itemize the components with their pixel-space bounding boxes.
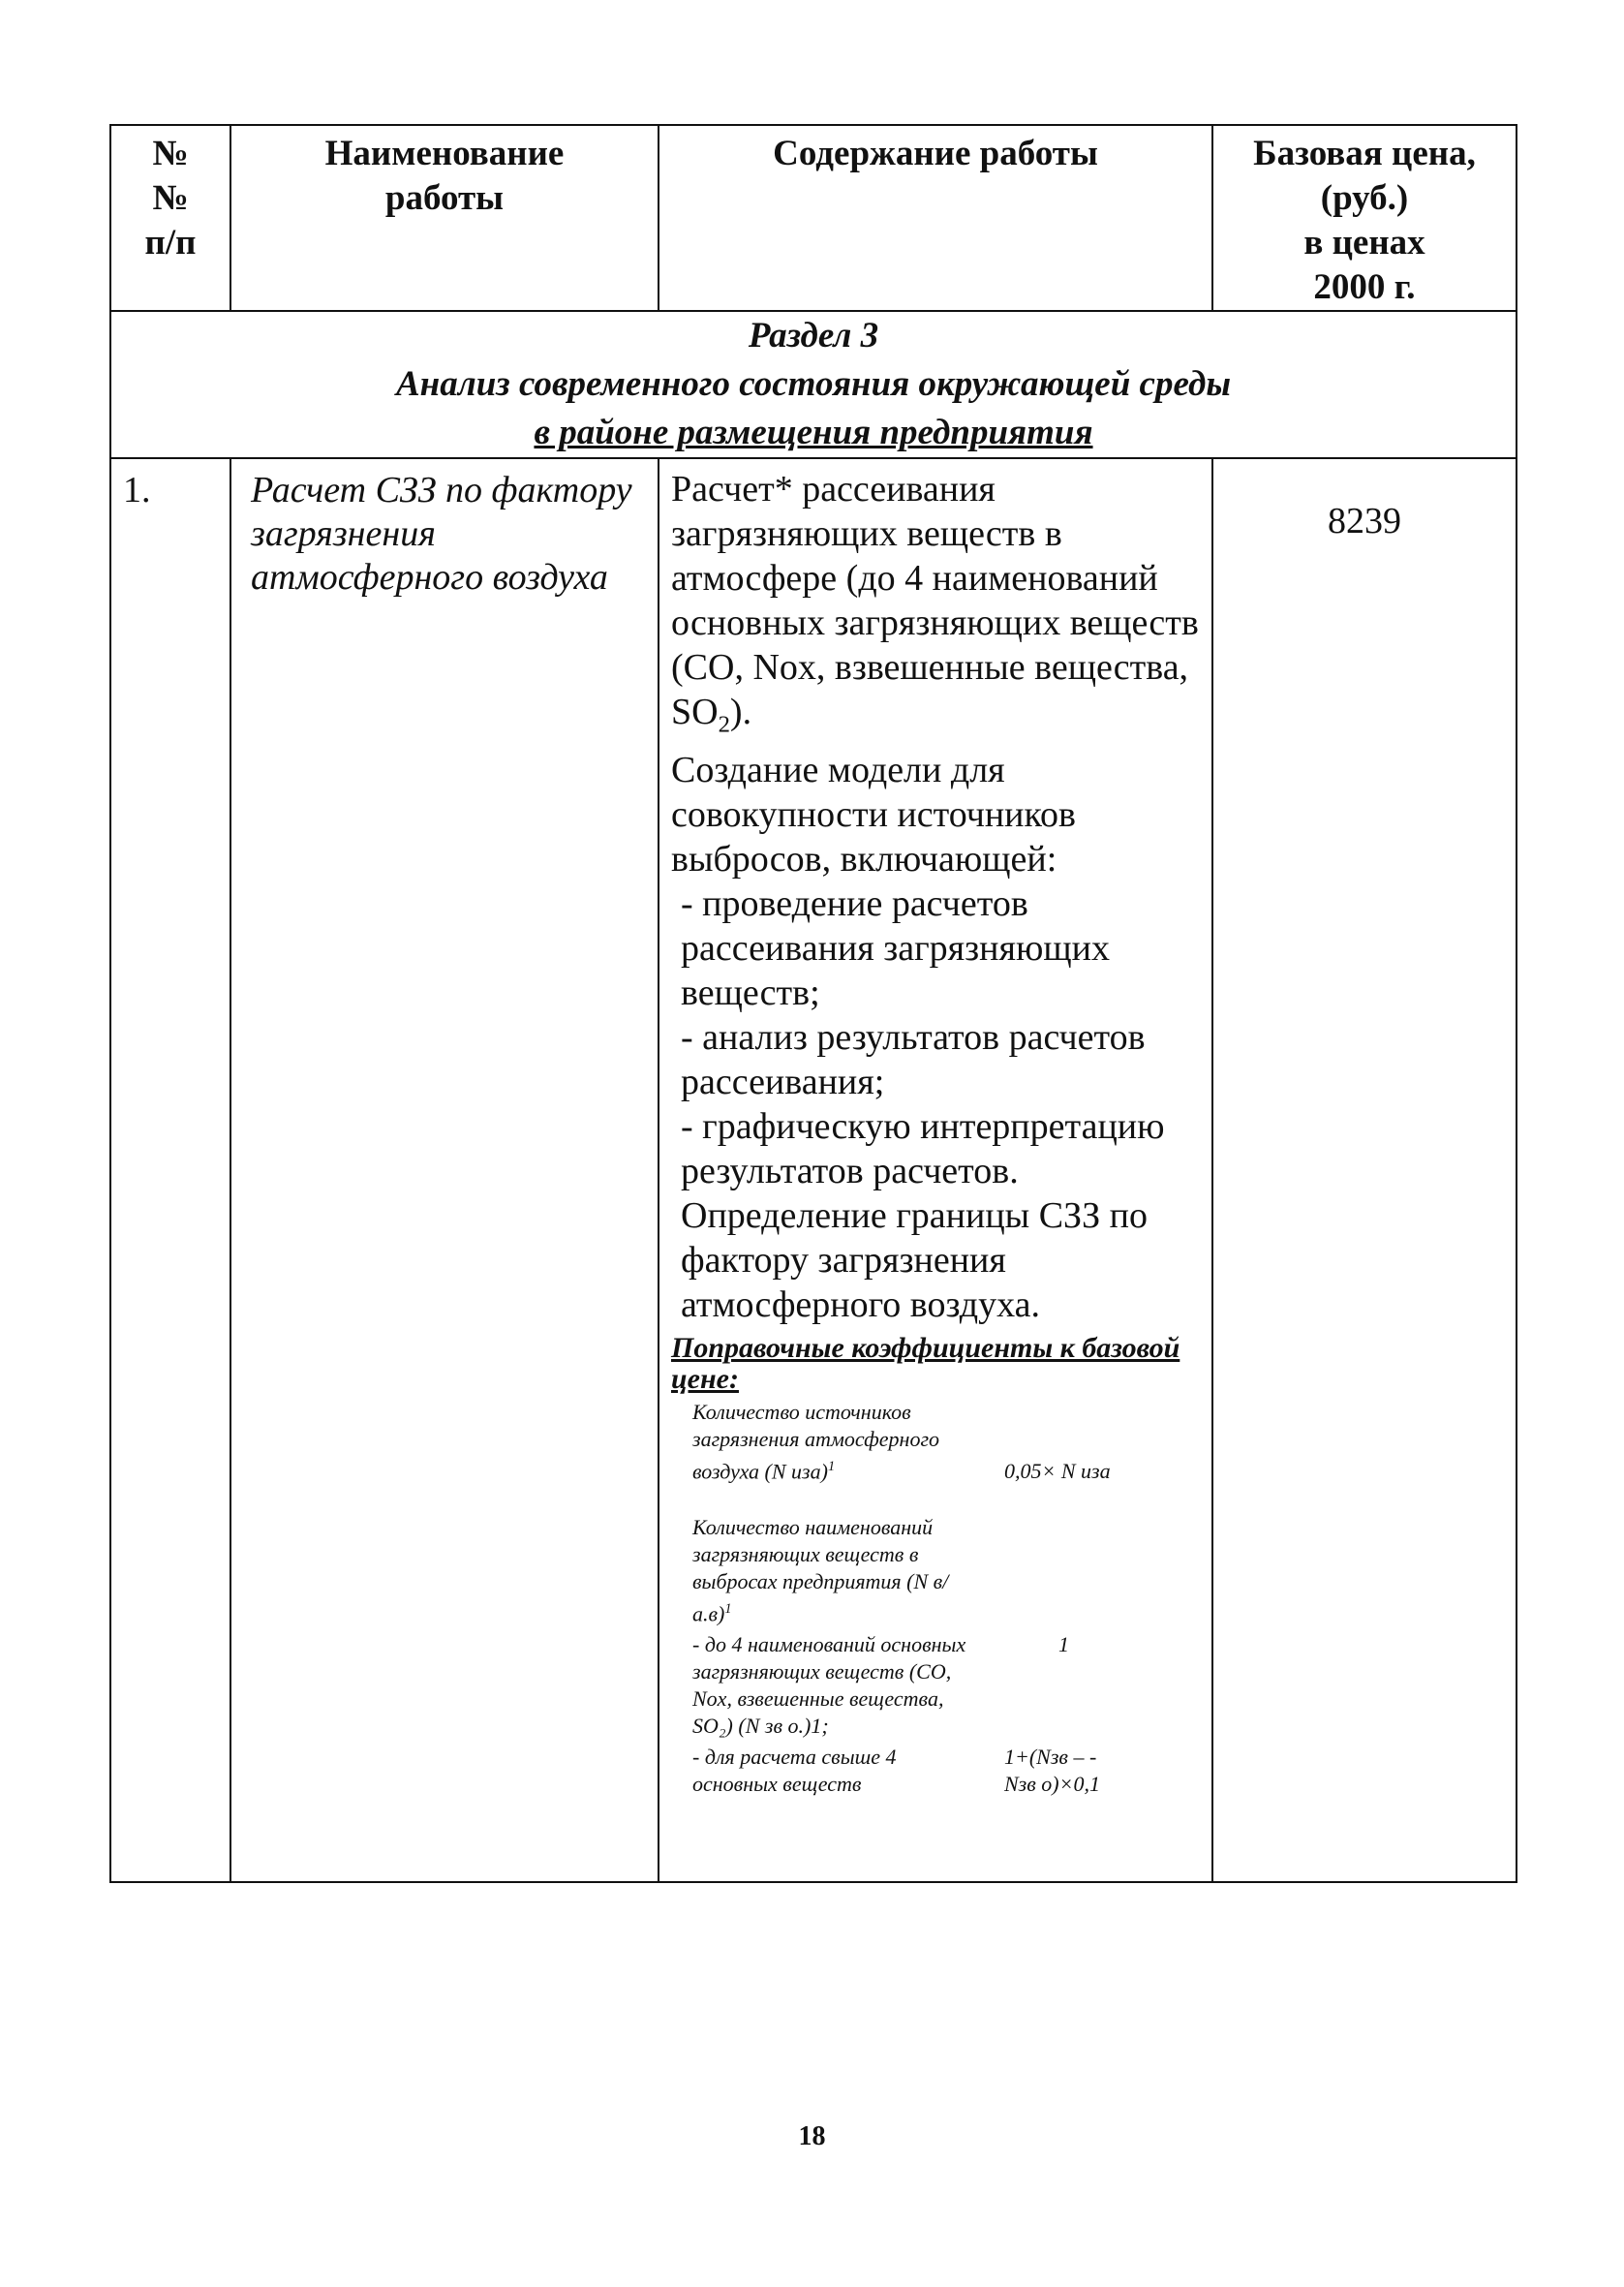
coef1-value: 0,05× N иза [1004,1458,1111,1483]
coef2-label: Количество наименований загрязняющих веществ в выбросах предприятия (N в/а.в) [692,1514,949,1626]
section-row [110,311,1517,458]
header-price-line1: Базовая цена, [1253,134,1476,173]
section-cell [110,311,1517,458]
coef2-sup: 1 [724,1600,732,1617]
table-row [110,458,1517,1882]
page-number: 18 [798,2121,826,2151]
content-paragraph-4: - анализ результатов расчетов рассеивания; [681,1016,1146,1102]
coef1-sup: 1 [827,1458,836,1474]
section-title: Раздел 3 [748,316,879,355]
coef2b-value: 1+(Nзв – - Nзв о)×0,1 [1004,1745,1100,1797]
table-header-row [110,125,1517,311]
coef2a-value: 1 [1058,1632,1069,1657]
header-price [1212,125,1517,311]
coef-row-1 [671,1399,1200,1485]
content-paragraph-1: Расчет* рассеивания загрязняющих веществ в атмосфере (до 4 наименований основных загрязняющих веществ (СО, Nox, взвешенные вещества, $SO_2$). [671,469,1199,738]
header-price-line2: (руб.) [1320,178,1409,218]
row-num: 1. [110,458,230,1882]
header-price-line3: в ценах [1303,223,1425,263]
row-name: Расчет СЗЗ по фактору загрязнения атмосферного воздуха [230,458,659,1882]
content-paragraph-2: Создание модели для совокупности источников выбросов, включающей: [671,749,1076,880]
header-price-line4: 2000 г. [1313,267,1416,307]
row-price: 8239 [1212,458,1517,1882]
coef2b-label: - для расчета свыше 4 основных веществ [692,1745,897,1797]
coef-row-2 [671,1514,1200,1627]
price-table [109,124,1517,1883]
header-num: №№ п/п [110,125,230,311]
content-paragraph-5: - графическую интерпретацию результатов расчетов. Определение границы СЗЗ по фактору загрязнения атмосферного воздуха. [681,1105,1165,1325]
section-subtitle-line1: Анализ современного состояния окружающей среды [395,364,1232,404]
header-content: Содержание работы [659,125,1212,311]
coef-heading: Поправочные коэффициенты к базовой цене: [671,1331,1180,1395]
header-name: Наименование работы [230,125,659,311]
coef-row-2b [671,1744,1200,1798]
coef-row-2a [671,1631,1200,1740]
coef1-label: Количество источников загрязнения атмосферного воздуха (N иза) [692,1399,940,1483]
coef2a-label: - до 4 наименований основных загрязняющих веществ (CO, Nox, взвешенные вещества, SO₂) (N зв о.)1; [692,1632,966,1739]
section-subtitle-line2: в районе размещения предприятия [534,413,1093,452]
row-content [659,458,1212,1882]
content-paragraph-3: - проведение расчетов рассеивания загрязняющих веществ; [681,882,1110,1013]
